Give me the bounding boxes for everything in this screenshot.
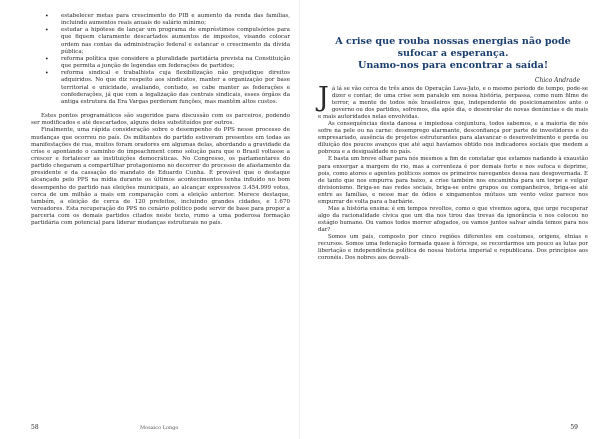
body-paragraph: Estes pontos programáticos são sugeridos para discussão com os parceiros, podendo ser modificados e até descartados, alguns deles substituídos por outros. [31, 113, 290, 127]
list-item: • estudar a hipótese de lançar um programa de empréstimos compulsórios para que fiquem claramente descartados aumentos de impostos, visando colocar ordem nas contas da administração federal e estancar o crescimento da dívida pública; [45, 27, 290, 55]
bullet-icon: • [45, 27, 49, 35]
body-paragraph: As consequências desta danosa e impiedosa conjuntura, todos sabemos, e a maioria de nós sofre na pele ou na carne: desemprego alarmante, desconfiança por parte de investidores e do empresariado, ausência de projetos estruturantes para alavancar o desenvolvimento e perda ou diluição dos poucos avanços que até aqui havíamos obtido nos indicadores sociais que medem a pobreza e a desigualdade no país. [318, 121, 588, 156]
body-paragraph: Mas a história ensina: é em tempos revoltos, como o que vivemos agora, que urge recuperar algo da racionalidade cívica que um dia nos tirou das trevas da ignorância e nos colocou no estágio humano. Ou vamos todos morrer afogados, ou vamos juntos salvar ainda temos para nos dar? [318, 205, 588, 233]
body-paragraph: Finalmente, uma rápida consideração sobre o desempenho do PPS nesse processo de mudanças que ocorreu no país. Os militantes do partido estiveram presentes em todas as manifestações de rua, muitos foram oradores em algumas delas, abordando a gravidade da crise e apontando o caminho do impeachment como solução para que o Brasil voltasse a crescer e fortalecer as instituições democráticas. No Congresso, os parlamentares do partido chegaram a compartilhar protagonismo no decorrer do processo de afastamento da presidente e da cassação do mandato de Eduardo Cunha. É provável que o destaque alcançado pelo PPS na mídia durante os últimos acontecimentos tenha influído no bom desempenho do partido nas eleições municipais, ao alcançar expressivos 3.454.999 votos, cerca de um milhão a mais em comparação com a eleição anterior. Merece destaque, também, a eleição de cerca de 120 prefeitos, incluindo grandes cidades, e 1.670 vereadores. Esta recuperação do PPS no cenário político pode servir de base para propor a parceria com os demais partidos citados neste texto, rumo a uma poderosa formação partidária com potencial para liderar mudanças estruturais no país. [31, 127, 290, 227]
page-number-left: 58 [31, 424, 39, 431]
proposal-list [31, 13, 290, 106]
body-paragraph: E basta um breve olhar para nós mesmos a fim de constatar que estamos nadando à exaustão para enxergar a margem do rio, mas a correnteza é por demais forte e nos sufoca e deprime, pois, como atores e agentes políticos somos os primeiros navegantes dessa nau desgovernada. E de tanto que nos empurra para baixo, a crise também nos encaminha para um torpe e vulgar divisionismo. Briga-se nas redes sociais, briga-se entre grupos ou companheiros, briga-se até entre as famílias, e nesse mar de ódios e xingamentos mútuos um vento veloz parece nos empurrar de volta para a barbárie. [318, 156, 588, 205]
page-number-right: 59 [570, 424, 578, 431]
article-subtitle: Unamo-nos para encontrar a saída! [357, 60, 549, 71]
list-item: • reforma sindical e trabalhista cuja flexibilização não prejudique direitos adquiridos. No que diz respeito aos sindicatos, manter a organização por base territorial e unicidade, avaliando, contudo, se cabe manter as federações e confederações, já que com a legalização das centrais sindicais, esses órgãos da antiga estrutura da Era Vargas perderam funções, mas mantêm altos custos. [45, 70, 290, 105]
bullet-icon: • [45, 13, 49, 20]
right-page [300, 0, 600, 439]
drop-cap: J [318, 82, 329, 113]
opening-paragraph [318, 82, 588, 121]
list-item: • estabelecer metas para crescimento do PIB e aumento da renda das famílias, incluindo aumentos reais anuais do salário mínimo; [45, 13, 290, 27]
body-paragraph: Somos um país, composto por cinco regiões diferentes em costumes, origens, etnias e recursos. Somos uma federação formada quase à fórceps, se recordarmos um pouco as lutas por libertação e independência política de nossa história imperial e republicana. Dos princípios aos coronéis. Dos nobres aos desvali- [318, 233, 588, 262]
author-byline: Chico Andrade [534, 77, 580, 84]
list-item: • reforma política que considere a pluralidade partidária prevista na Constituição que permita a junção de legendas em federações de partidos; [45, 55, 290, 70]
body-paragraph: á lá se vão cerca de três anos de Operação Lava-Jato, e o mesmo período de tempo, pode-se dizer e contar, de uma crise sem paralelo em nossa história, perpassa, como num filme de terror, a mente de todos nós brasileiros que, independente de posicionamentos ante o governo ou dos partidos, sofremos, dia após dia, o desenrolar de novas denúncias e de mais e mais autoridades nelas envolvidas. [318, 86, 588, 121]
running-footer: Mosaico Longo [140, 425, 179, 431]
bullet-icon: • [45, 55, 49, 63]
article-title: A crise que rouba nossas energias não pode sufocar a esperança. [335, 36, 571, 59]
bullet-icon: • [45, 70, 49, 78]
